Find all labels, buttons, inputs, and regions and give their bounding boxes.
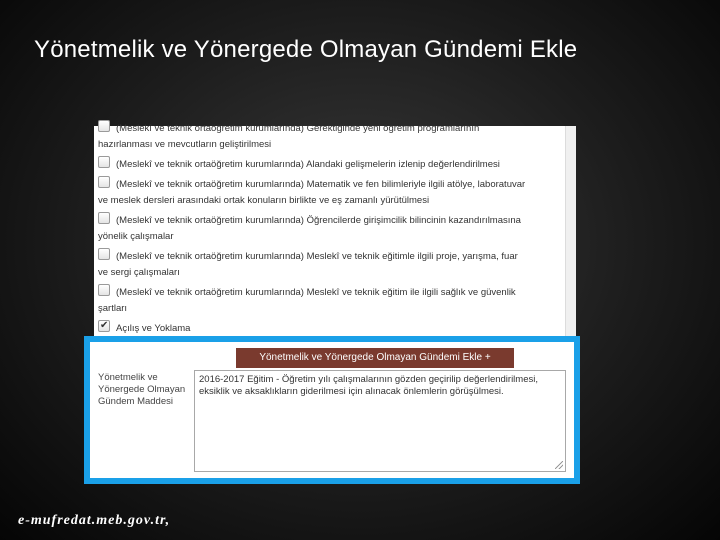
agenda-item[interactable] xyxy=(94,320,564,337)
checkbox-icon[interactable] xyxy=(98,156,110,168)
agenda-item-label: (Meslekî ve teknik ortaöğretim kurumlarında) Meslekî ve teknik eğitimle ilgili proje, yarışma, fuar xyxy=(116,251,518,262)
custom-agenda-text: 2016-2017 Eğitim - Öğretim yılı çalışmalarının gözden geçirilip değerlendirilmesi, eksiklik ve aksaklıkların giderilmesi için alınacak önlemlerin görüşülmesi. xyxy=(199,374,538,397)
agenda-item-label-continued: ve meslek dersleri arasındaki ortak konuların birlikte ve eş zamanlı yürütülmesi xyxy=(98,195,430,206)
agenda-item-label: (Meslekî ve teknik ortaöğretim kurumlarında) Alandaki gelişmelerin izlenip değerlendirilmesi xyxy=(116,159,500,170)
custom-agenda-field-label: Yönetmelik ve Yönergede Olmayan Gündem Maddesi xyxy=(98,372,186,407)
agenda-item-label-continued: ve sergi çalışmaları xyxy=(98,267,180,278)
checkbox-checked-icon[interactable] xyxy=(98,320,110,332)
slide-title: Yönetmelik ve Yönergede Olmayan Gündemi Ekle xyxy=(34,36,578,63)
agenda-item-label-continued: hazırlanması ve mevcutların geliştirilmesi xyxy=(98,139,272,150)
agenda-item[interactable] xyxy=(94,176,564,209)
custom-agenda-form xyxy=(84,336,580,484)
agenda-item[interactable] xyxy=(94,120,564,153)
checkbox-icon[interactable] xyxy=(98,120,110,132)
agenda-item[interactable] xyxy=(94,212,564,245)
footer-url: e-mufredat.meb.gov.tr, xyxy=(18,513,171,528)
agenda-item-label: Açılış ve Yoklama xyxy=(116,323,191,334)
resize-grip-icon[interactable] xyxy=(555,461,563,469)
agenda-item-label: (Meslekî ve teknik ortaöğretim kurumlarında) Gerektiğinde yeni öğretim programlarının xyxy=(116,123,480,134)
checkbox-icon[interactable] xyxy=(98,248,110,260)
agenda-item-label-continued: şartları xyxy=(98,303,128,314)
agenda-item-label-continued: yönelik çalışmalar xyxy=(98,231,174,242)
agenda-item[interactable] xyxy=(94,156,564,173)
add-custom-agenda-button[interactable]: Yönetmelik ve Yönergede Olmayan Gündemi Ekle + xyxy=(236,348,514,368)
custom-agenda-textarea[interactable] xyxy=(194,370,566,472)
checkbox-icon[interactable] xyxy=(98,284,110,296)
agenda-item[interactable] xyxy=(94,284,564,317)
agenda-item-label: (Meslekî ve teknik ortaöğretim kurumlarında) Matematik ve fen bilimleriyle ilgili atölye, laboratuvar xyxy=(116,179,526,190)
agenda-item[interactable] xyxy=(94,248,564,281)
checkbox-icon[interactable] xyxy=(98,212,110,224)
scrollbar[interactable] xyxy=(565,126,576,336)
agenda-checklist-panel xyxy=(94,123,576,336)
agenda-item-label: (Meslekî ve teknik ortaöğretim kurumlarında) Öğrencilerde girişimcilik bilincinin kazandırılmasına xyxy=(116,215,521,226)
checkbox-icon[interactable] xyxy=(98,176,110,188)
agenda-item-label: (Meslekî ve teknik ortaöğretim kurumlarında) Meslekî ve teknik eğitim ile ilgili sağlık ve güvenlik xyxy=(116,287,516,298)
